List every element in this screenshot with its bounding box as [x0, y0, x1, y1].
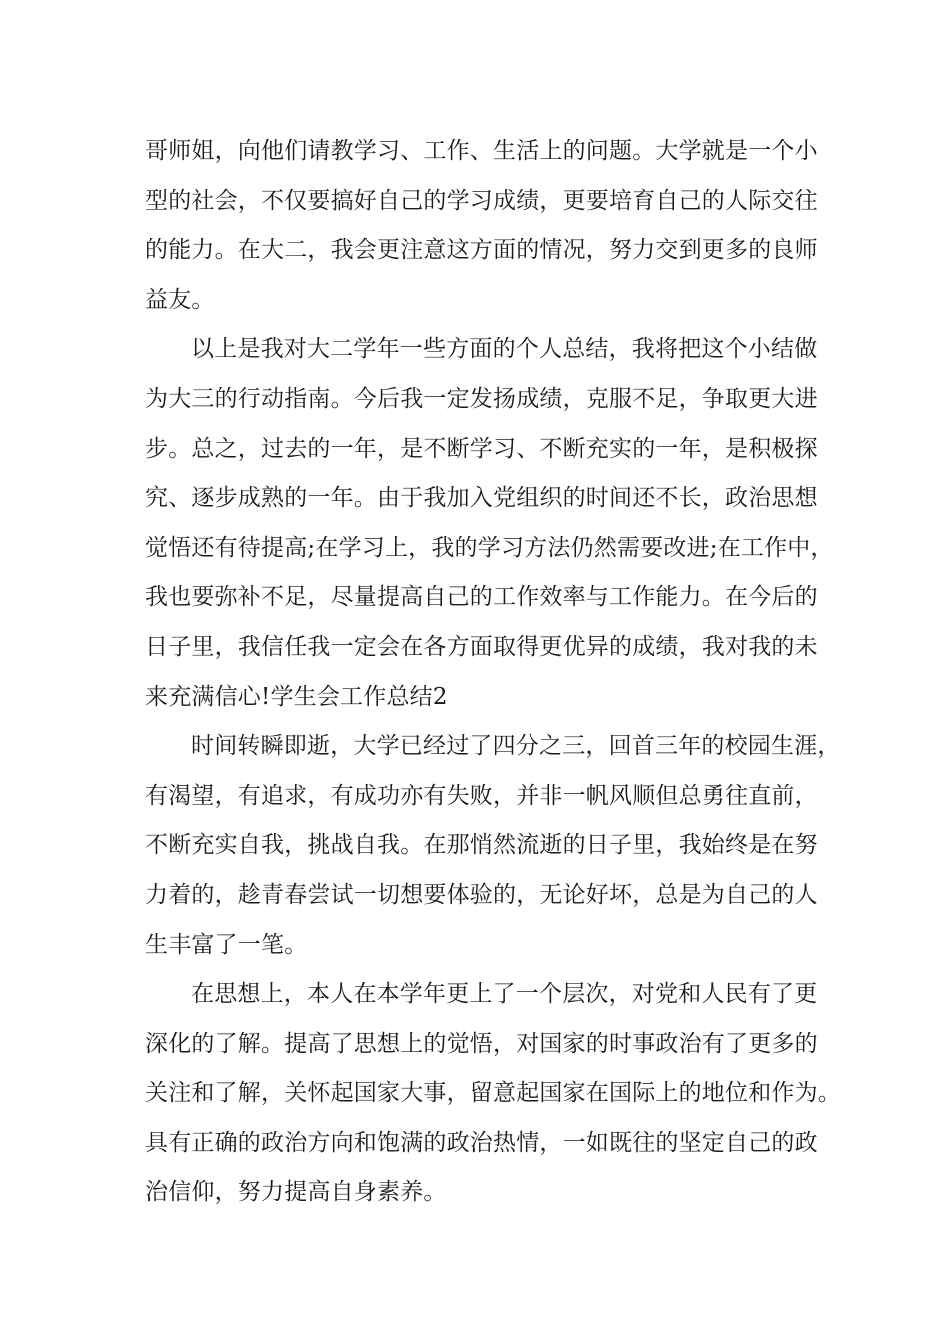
- text-line: 益友。: [145, 286, 215, 313]
- paragraph-3: [145, 722, 841, 970]
- text-line: 有渴望，有追求，有成功亦有失败，并非一帆风顺但总勇往直前，: [145, 782, 818, 809]
- text-line: 生丰富了一笔。: [145, 931, 308, 958]
- text-line: 治信仰，努力提高自身素养。: [145, 1179, 447, 1206]
- text-line: 为大三的行动指南。今后我一定发扬成绩，克服不足，争取更大进: [145, 385, 818, 412]
- text-line: 觉悟还有待提高;在学习上，我的学习方法仍然需要改进;在工作中，: [145, 534, 834, 561]
- text-line: 在思想上，本人在本学年更上了一个层次，对党和人民有了更: [191, 981, 818, 1008]
- text-line: 以上是我对大二学年一些方面的个人总结，我将把这个小结做: [191, 336, 818, 363]
- text-line: 来充满信心!学生会工作总结2: [145, 683, 448, 710]
- text-line: 究、逐步成熟的一年。由于我加入党组织的时间还不长，政治思想: [145, 485, 818, 512]
- document-body: [145, 127, 841, 1218]
- text-line: 型的社会，不仅要搞好自己的学习成绩，更要培育自己的人际交往: [145, 187, 818, 214]
- text-line: 不断充实自我，挑战自我。在那悄然流逝的日子里，我始终是在努: [145, 832, 818, 859]
- text-line: 力着的，趁青春尝试一切想要体验的，无论好坏，总是为自己的人: [145, 881, 818, 908]
- text-line: 我也要弥补不足，尽量提高自己的工作效率与工作能力。在今后的: [145, 584, 818, 611]
- text-line: 具有正确的政治方向和饱满的政治热情，一如既往的坚定自己的政: [145, 1129, 818, 1156]
- text-line: 步。总之，过去的一年，是不断学习、不断充实的一年，是积极探: [145, 435, 818, 462]
- text-line: 深化的了解。提高了思想上的觉悟，对国家的时事政治有了更多的: [145, 1030, 818, 1057]
- text-line: 的能力。在大二，我会更注意这方面的情况，努力交到更多的良师: [145, 237, 818, 264]
- paragraph-1: [145, 127, 835, 325]
- text-line: 哥师姐，向他们请教学习、工作、生活上的问题。大学就是一个小: [145, 138, 818, 164]
- paragraph-2: [145, 325, 835, 722]
- paragraph-4: [145, 970, 841, 1218]
- text-line: 日子里，我信任我一定会在各方面取得更优异的成绩，我对我的未: [145, 633, 818, 660]
- text-line: 时间转瞬即逝，大学已经过了四分之三，回首三年的校园生涯，: [191, 733, 841, 760]
- text-line: 关注和了解，关怀起国家大事，留意起国家在国际上的地位和作为。: [145, 1080, 841, 1107]
